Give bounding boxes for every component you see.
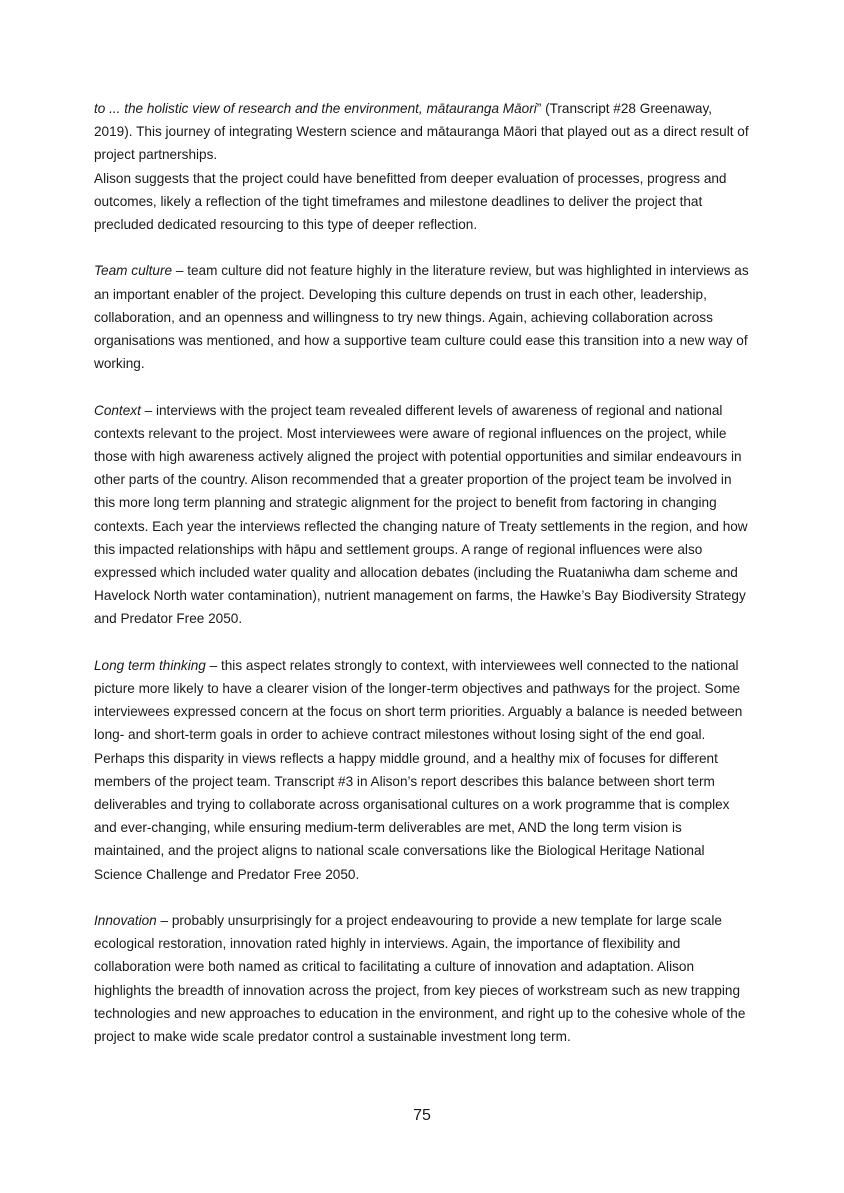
intro-quote: to ... the holistic view of research and the environment, mātauranga Māori [94, 101, 537, 116]
intro-paragraph [94, 97, 750, 167]
paragraph-gap [94, 236, 750, 259]
innovation-text: – probably unsurprisingly for a project endeavouring to provide a new template for large scale ecological restoration, innovation rated highly in interviews. Again, the importance of flexibility and collaboration were both named as critical to facilitating a culture of innovation and adaptation. Alison highlights the breadth of innovation across the project, from key pieces of workstream such as new trapping technologies and new approaches to education in the environment, and right up to the cohesive whole of the project to make wide scale predator control a sustainable investment long term. [94, 913, 746, 1045]
page-number: 75 [413, 1107, 431, 1124]
context-text: – interviews with the project team revealed different levels of awareness of regional and national contexts relevant to the project. Most interviewees were aware of regional influences on the project, while those with high awareness actively aligned the project with potential opportunities and similar endeavours in other parts of the country. Alison recommended that a greater proportion of the project team be involved in this more long term planning and strategic alignment for the project to benefit from factoring in changing contexts. Each year the interviews reflected the changing nature of Treaty settlements in the region, and how this impacted relationships with hāpu and settlement groups. A range of regional influences were also expressed which included water quality and allocation debates (including the Ruataniwha dam scheme and Havelock North water contamination), nutrient management on farms, the Hawke’s Bay Biodiversity Strategy and Predator Free 2050. [94, 402, 748, 627]
team-culture-text: – team culture did not feature highly in the literature review, but was highlighted in interviews as an important enabler of the project. Developing this culture depends on trust in each other, leadership, collaboration, and an openness and willingness to try new things. Again, achieving collaboration across organisations was mentioned, and how a supportive team culture could ease this transition into a new way of working. [94, 263, 749, 372]
innovation-heading: Innovation [94, 913, 157, 929]
long-term-thinking-text: – this aspect relates strongly to context, with interviewees well connected to the national picture more likely to have a clearer vision of the longer-term objectives and pathways for the project. Some interviewees expressed concern at the focus on short term priorities. Arguably a balance is needed between long- and short-term goals in order to achieve contract milestones without losing sight of the end goal. Perhaps this disparity in views reflects a happy middle ground, and a healthy mix of focuses for different members of the project team. Transcript #3 in Alison’s report describes this balance between short term deliverables and trying to collaborate across organisational cultures on a work programme that is complex and ever-changing, while ensuring medium-term deliverables are met, AND the long term vision is maintained, and the project aligns to national scale conversations like the Biological Heritage National Science Challenge and Predator Free 2050. [94, 657, 743, 882]
paragraph-gap [94, 631, 750, 654]
paragraph-gap [94, 375, 750, 398]
long-term-thinking-paragraph [94, 654, 750, 886]
alison-evaluation-paragraph: Alison suggests that the project could have benefitted from deeper evaluation of processes, progress and outcomes, likely a reflection of the tight timeframes and milestone deadlines to deliver the project that precluded dedicated resourcing to this type of deeper reflection. [94, 170, 727, 233]
team-culture-heading: Team culture [94, 263, 173, 279]
body-text [94, 97, 750, 1048]
context-heading: Context [94, 402, 141, 418]
innovation-paragraph [94, 909, 750, 1048]
team-culture-paragraph [94, 259, 750, 375]
context-paragraph [94, 399, 750, 631]
long-term-thinking-heading: Long term thinking [94, 657, 206, 673]
intro-citation: ” (Transcript #28 Greenaway, 2019). This journey of integrating Western science and mātauranga Māori that played out as a direct result of project partnerships. [94, 101, 749, 163]
paragraph-gap [94, 886, 750, 909]
